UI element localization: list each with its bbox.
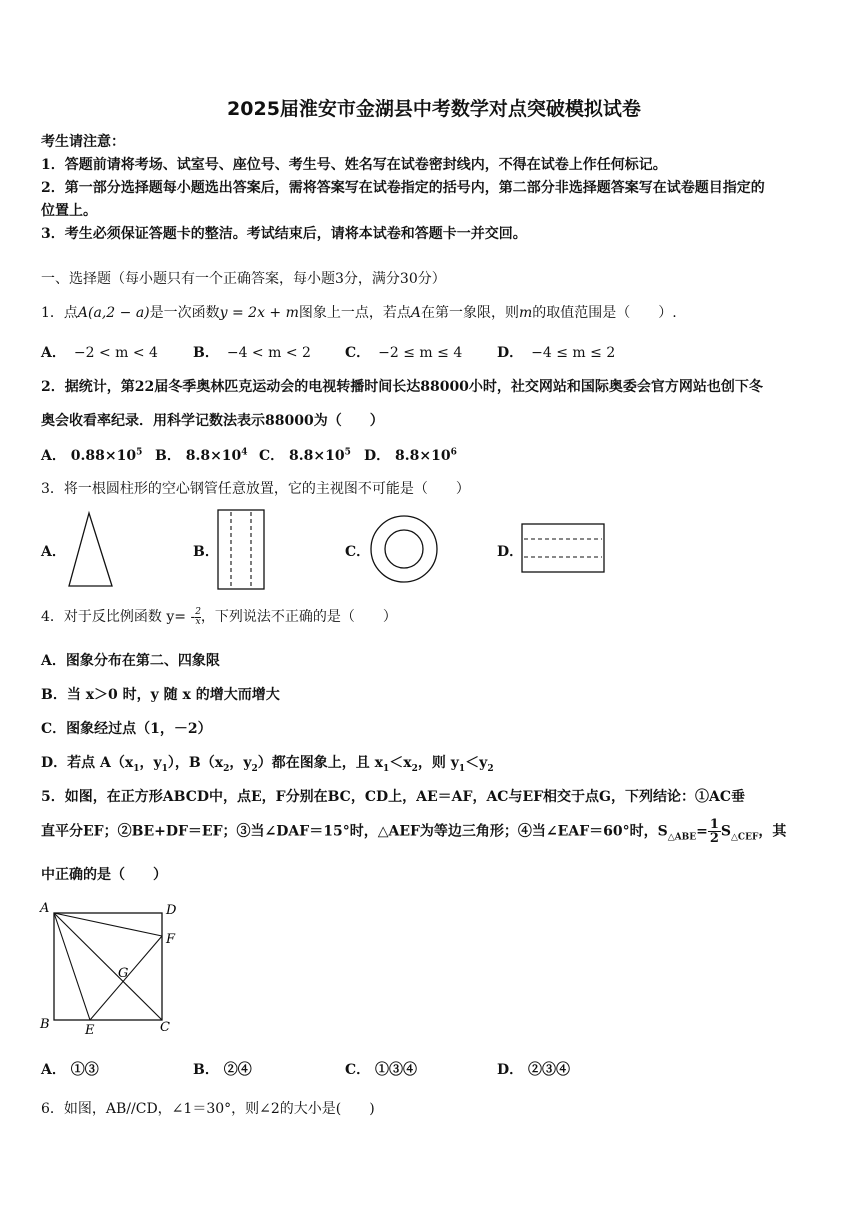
question-4: 4．对于反比例函数 y= - $\frac{2}{x}$ ，下列说法不正确的是（ ）	[41, 606, 397, 627]
q5-option-d[interactable]: D． ②③④	[497, 1062, 571, 1078]
label-f: F	[166, 932, 176, 947]
q1-option-d[interactable]: D． −4 ≤ m ≤ 2	[497, 345, 616, 361]
q2-option-a[interactable]: A． $0.88\times 10^5$	[41, 447, 143, 464]
question-5-line-1: 5．如图，在正方形ABCD中，点E，F分别在BC，CD上，AE＝AF，AC与EF相交于点G，下列结论：①AC垂	[41, 789, 746, 805]
horizontal-rectangle-figure	[520, 522, 606, 576]
q4-option-d[interactable]: D．若点 $A(x_1$，$y_1$），$B(x_2$，$y_2$）都在图象上，且 $x_1<x_2$，则 $y_1<y_2$	[41, 755, 494, 774]
label-g: G	[118, 966, 129, 981]
q4-option-b[interactable]: B．当 x＞0 时，y 随 x 的增大而增大	[41, 687, 280, 703]
q1-pre: 1．点	[41, 305, 78, 321]
q1-option-b[interactable]: B． −4 < m < 2	[193, 345, 311, 361]
q2-option-c[interactable]: C． $8.8\times 10^5$	[259, 447, 351, 464]
vertical-rectangle-figure	[216, 508, 268, 592]
question-6: 6．如图，AB//CD，∠1＝30°，则∠2的大小是( )	[41, 1101, 375, 1117]
notice-heading: 考生请注意：	[41, 134, 125, 150]
q1-a: A	[410, 305, 422, 321]
label-b: B	[40, 1017, 50, 1032]
question-1	[41, 302, 677, 322]
q3-option-b-label[interactable]: B．	[193, 544, 219, 560]
q5-option-c[interactable]: C． ①③④	[345, 1062, 418, 1078]
q1-option-a[interactable]: A． −2 < m < 4	[41, 345, 158, 361]
q1-post: 的取值范围是（ ）.	[532, 305, 677, 321]
section-heading: 一、选择题（每小题只有一个正确答案，每小题3分，满分30分）	[41, 271, 446, 287]
label-a: A	[40, 901, 50, 916]
question-3: 3．将一根圆柱形的空心钢管任意放置，它的主视图不可能是（ ）	[41, 481, 470, 497]
question-2-line-1: 2．据统计，第22届冬季奥林匹克运动会的电视转播时间长达88000小时，社交网站和国际奥委会官方网站也创下冬	[41, 379, 763, 395]
notice-line-2: 2．第一部分选择题每小题选出答案后，需将答案写在试卷指定的括号内，第二部分非选择题答案写在试卷题目指定的	[41, 180, 765, 196]
question-5-line-3: 中正确的是（ ）	[41, 867, 167, 883]
triangle-figure	[66, 510, 116, 590]
q3-option-d-label[interactable]: D．	[497, 544, 524, 560]
q1-mid3: 在第一象限，则	[421, 305, 520, 321]
q2-option-b[interactable]: B． $8.8\times 10^4$	[155, 447, 248, 464]
notice-line-2b: 位置上。	[41, 203, 97, 219]
q3-option-c-label[interactable]: C．	[345, 544, 371, 560]
q2-option-d[interactable]: D． $8.8\times 10^6$	[364, 447, 457, 464]
q5-option-a[interactable]: A． ①③	[41, 1062, 99, 1078]
notice-line-3: 3．考生必须保证答题卡的整洁。考试结束后，请将本试卷和答题卡一并交回。	[41, 226, 527, 242]
ring-figure	[369, 514, 439, 584]
question-2-line-2: 奥会收看率纪录．用科学记数法表示88000为（ ）	[41, 413, 384, 429]
square-abcd-figure	[38, 898, 188, 1038]
label-c: C	[160, 1020, 170, 1035]
q4-option-a[interactable]: A．图象分布在第二、四象限	[41, 653, 220, 669]
notice-line-1: 1．答题前请将考场、试室号、座位号、考生号、姓名写在试卷密封线内，不得在试卷上作任何标记。	[41, 157, 667, 173]
q1-m: m	[519, 305, 533, 321]
q1-mid1: 是一次函数	[149, 305, 220, 321]
q1-mid2: 图象上一点，若点	[298, 305, 411, 321]
question-5-line-2: 直平分EF；②BE+DF＝EF；③当∠DAF＝15°时，△AEF为等边三角形；④当∠EAF＝60°时，$S_{\triangle ABE}=$ $\frac{1}{2}$ $S_{\triangle CEF}$，其	[41, 817, 787, 846]
q1-option-c[interactable]: C． −2 ≤ m ≤ 4	[345, 345, 463, 361]
label-d: D	[166, 903, 177, 918]
q1-func: y = 2x + m	[219, 305, 299, 321]
q5-option-b[interactable]: B． ②④	[193, 1062, 252, 1078]
label-e: E	[85, 1023, 95, 1038]
page-title: 2025届淮安市金湖县中考数学对点突破模拟试卷	[227, 98, 641, 120]
q3-option-a-label[interactable]: A．	[41, 544, 66, 560]
q4-option-c[interactable]: C．图象经过点（1，－2）	[41, 721, 212, 737]
q1-point: A(a,2 − a)	[77, 305, 150, 321]
